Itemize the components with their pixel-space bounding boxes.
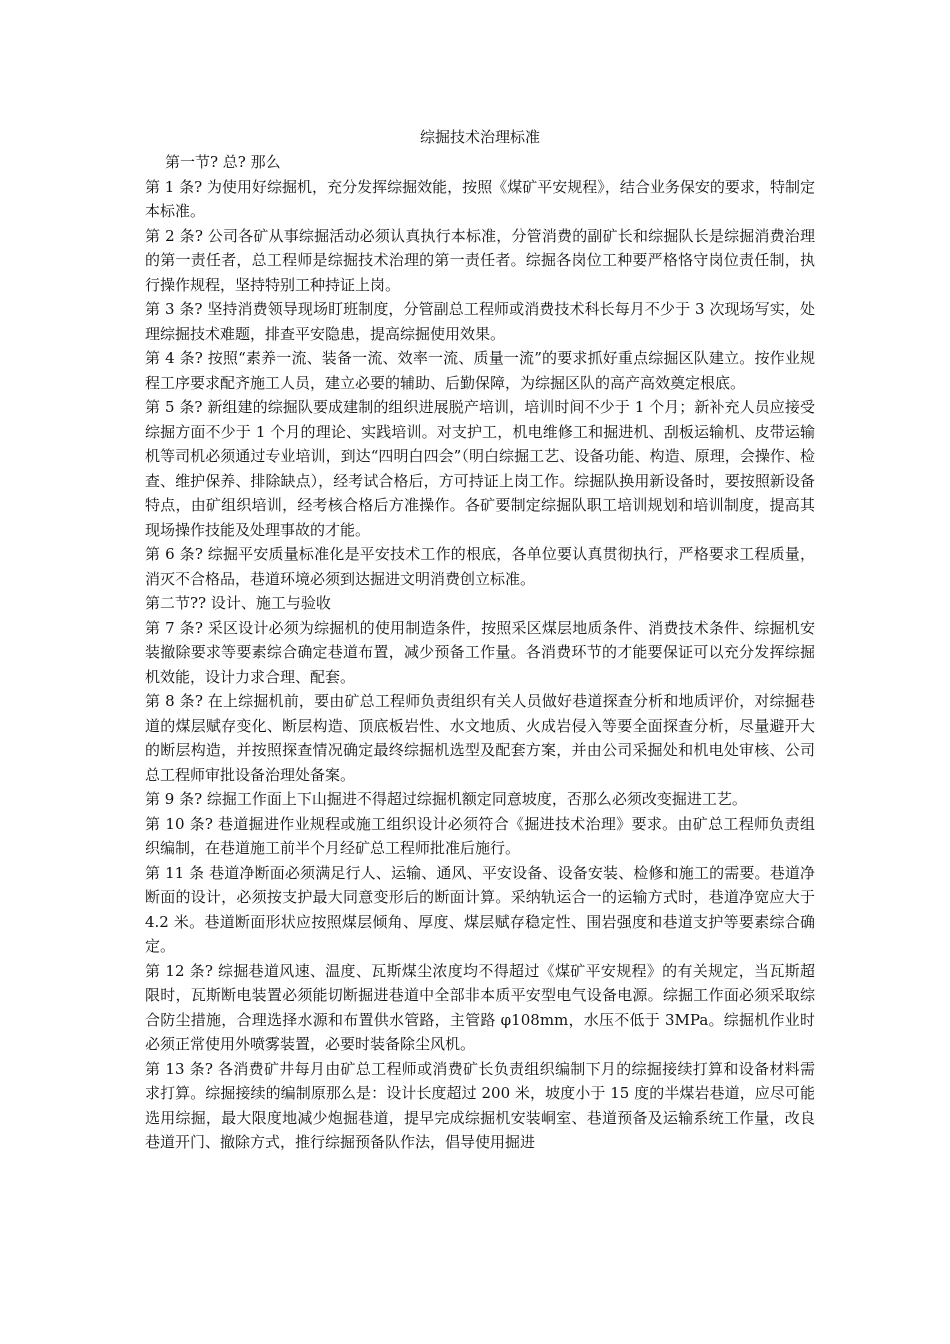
- section-heading-2: 第二节?? 设计、施工与验收: [145, 594, 331, 612]
- article-2: 第 2 条? 公司各矿从事综掘活动必须认真执行本标准，分管消费的副矿长和综掘队长是综掘消费治理的第一责任者，总工程师是综掘技术治理的第一责任者。综掘各岗位工种要严格恪守岗位责任制，执行操作规程，坚持特别工种持证上岗。: [145, 226, 815, 294]
- article-8: 第 8 条? 在上综掘机前，要由矿总工程师负责组织有关人员做好巷道探查分析和地质评价，对综掘巷道的煤层赋存变化、断层构造、顶底板岩性、水文地质、火成岩侵入等要全面探查分析，尽量避开大的断层构造，并按照探查情况确定最终综掘机选型及配套方案，并由公司采掘处和机电处审核、公司总工程师审批设备治理处备案。: [145, 692, 815, 784]
- article-6: 第 6 条? 综掘平安质量标准化是平安技术工作的根底，各单位要认真贯彻执行，严格要求工程质量，消灭不合格品，巷道环境必须到达掘进文明消费创立标准。: [145, 545, 815, 588]
- article-9: 第 9 条? 综掘工作面上下山掘进不得超过综掘机额定同意坡度，否那么必须改变掘进工艺。: [145, 790, 747, 808]
- article-4: 第 4 条? 按照“素养一流、装备一流、效率一流、质量一流”的要求抓好重点综掘区队建立。按作业规程工序要求配齐施工人员，建立必要的辅助、后勤保障，为综掘区队的高产高效奠定根底。: [145, 349, 815, 392]
- article-13: 第 13 条? 各消费矿井每月由矿总工程师或消费矿长负责组织编制下月的综掘接续打算和设备材料需求打算。综掘接续的编制原那么是：设计长度超过 200 米，坡度小于 15 度的半煤岩巷道，应尽可能选用综掘，最大限度地减少炮掘巷道，提早完成综掘机安装峒室、巷道预备及运输系统工作量，改良巷道开门、撤除方式，推行综掘预备队作法，倡导使用掘进: [145, 1059, 815, 1151]
- article-1: 第 1 条? 为使用好综掘机，充分发挥综掘效能，按照《煤矿平安规程》，结合业务保安的要求，特制定本标准。: [145, 177, 815, 220]
- article-5: 第 5 条? 新组建的综掘队要成建制的组织进展脱产培训，培训时间不少于 1 个月；新补充人员应接受综掘方面不少于 1 个月的理论、实践培训。对支护工，机电维修工和掘进机、刮板运输机、皮带运输机等司机必须通过专业培训，到达“四明白四会”（明白综掘工艺、设备功能、构造、原理，会操作、检查、维护保养、排除缺点），经考试合格后，方可持证上岗工作。综掘队换用新设备时，要按照新设备特点，由矿组织培训，经考核合格后方准操作。各矿要制定综掘队职工培训规划和培训制度，提高其现场操作技能及处理事故的才能。: [145, 398, 815, 539]
- section-heading-1: 第一节? 总? 那么: [165, 153, 281, 171]
- article-11: 第 11 条 巷道净断面必须满足行人、运输、通风、平安设备、设备安装、检修和施工的需要。巷道净断面的设计，必须按支护最大同意变形后的断面计算。采纳轨运合一的运输方式时，巷道净宽应大于 4.2 米。巷道断面形状应按照煤层倾角、厚度、煤层赋存稳定性、围岩强度和巷道支护等要素综合确定。: [145, 863, 815, 955]
- document-body: [145, 124, 815, 1155]
- article-12: 第 12 条? 综掘巷道风速、温度、瓦斯煤尘浓度均不得超过《煤矿平安规程》的有关规定，当瓦斯超限时，瓦斯断电装置必须能切断掘进巷道中全部非本质平安型电气设备电源。综掘工作面必须采取综合防尘措施，合理选择水源和布置供水管路，主管路 φ108mm，水压不低于 3MPa。综掘机作业时必须正常使用外喷雾装置，必要时装备除尘风机。: [145, 961, 815, 1053]
- article-7: 第 7 条? 采区设计必须为综掘机的使用制造条件，按照采区煤层地质条件、消费技术条件、综掘机安装撤除要求等要素综合确定巷道布置，减少预备工作量。各消费环节的才能要保证可以充分发挥综掘机效能，设计力求合理、配套。: [145, 618, 815, 686]
- document-title: 综掘技术治理标准: [419, 128, 540, 146]
- article-10: 第 10 条? 巷道掘进作业规程或施工组织设计必须符合《掘进技术治理》要求。由矿总工程师负责组织编制，在巷道施工前半个月经矿总工程师批准后施行。: [145, 814, 815, 857]
- article-3: 第 3 条? 坚持消费领导现场盯班制度，分管副总工程师或消费技术科长每月不少于 3 次现场写实，处理综掘技术难题，排查平安隐患，提高综掘使用效果。: [145, 300, 815, 343]
